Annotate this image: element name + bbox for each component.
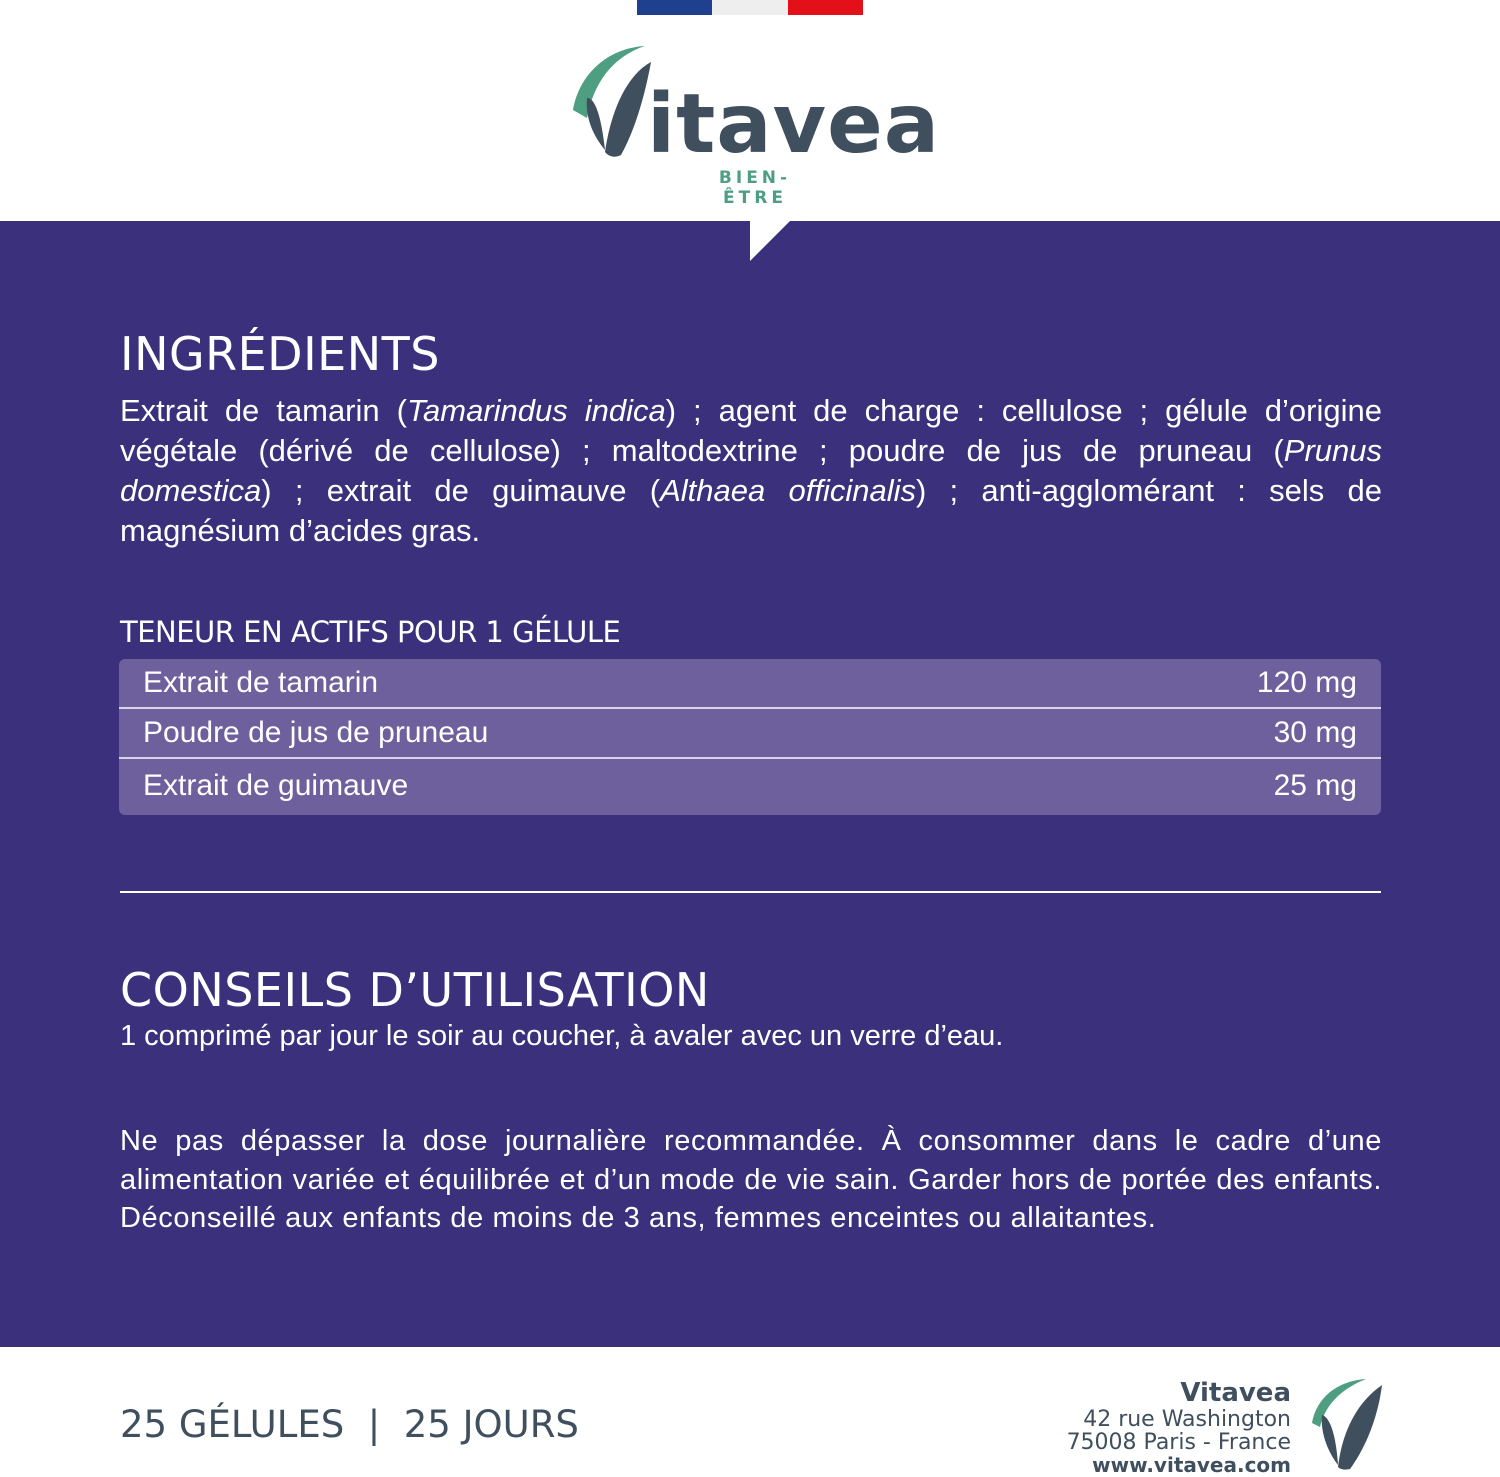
- active-name: Extrait de guimauve: [143, 769, 409, 802]
- latin-name: Tamarindus indica: [406, 393, 666, 428]
- address-line-1: 42 rue Washington: [1083, 1407, 1291, 1432]
- ingredients-title: INGRÉDIENTS: [120, 327, 440, 381]
- warning-text: Ne pas dépasser la dose journalière recommandée. À consommer dans le cadre d’une alimentation variée et équilibrée et d’un mode de vie sain. Garder hors de portée des enfants. Déconseillé aux enfants de moins de 3 ans, femmes enceintes ou allaitantes.: [120, 1125, 1382, 1234]
- ingredient-text-part: ) ; extrait de guimauve (: [261, 473, 661, 508]
- logo-v-right-icon: [605, 62, 651, 157]
- speech-notch: [750, 221, 790, 261]
- usage-text: 1 comprimé par jour le soir au coucher, à avaler avec un verre d’eau.: [120, 1020, 1004, 1052]
- table-row: [119, 659, 1381, 709]
- active-amount: 30 mg: [1273, 716, 1357, 749]
- latin-name: Prunus domestica: [120, 433, 1382, 508]
- mini-logo-v-right-icon: [1338, 1385, 1382, 1470]
- active-name: Extrait de tamarin: [143, 666, 379, 699]
- package-count: 25 GÉLULES | 25 JOURS: [120, 1403, 579, 1446]
- active-name: Poudre de jus de pruneau: [143, 716, 489, 749]
- usage-title: CONSEILS D’UTILISATION: [120, 963, 710, 1017]
- website-link[interactable]: www.vitavea.com: [1092, 1453, 1291, 1477]
- ingredients-text: [120, 391, 1382, 551]
- active-amount: 25 mg: [1273, 769, 1357, 802]
- flag-blue-stripe: [637, 0, 712, 15]
- section-divider: [120, 891, 1381, 893]
- actives-title: TENEUR EN ACTIFS POUR 1 GÉLULE: [120, 615, 621, 649]
- ingredient-text-part: ) ; agent de charge : cellulose ; gélule d’origine végétale (dérivé de cellulose) ; maltodextrine ; poudre de jus de pruneau (: [120, 393, 1382, 468]
- company-name: Vitavea: [1180, 1378, 1291, 1408]
- table-row: [119, 709, 1381, 759]
- logo-wordmark: itavea: [647, 77, 941, 172]
- flag-red-stripe: [788, 0, 863, 15]
- mini-logo-v-left-icon: [1322, 1415, 1338, 1465]
- active-amount: 120 mg: [1256, 666, 1357, 699]
- address-line-2: 75008 Paris - France: [1066, 1430, 1291, 1455]
- ingredient-text-part: ) ; anti-agglomérant : sels de magnésium d’acides gras.: [120, 473, 1383, 548]
- logo-v-left-icon: [587, 98, 605, 150]
- actives-table: [119, 659, 1381, 815]
- table-row: [119, 759, 1381, 813]
- company-address: [1067, 1378, 1291, 1477]
- ingredient-text-part: Extrait de tamarin (: [120, 393, 407, 428]
- vitavea-mini-logo-icon: [1308, 1375, 1388, 1470]
- flag-white-stripe: [712, 0, 787, 15]
- latin-name: Althaea officinalis: [660, 473, 916, 508]
- french-flag-icon: [637, 0, 863, 15]
- brand-tagline: BIEN-ÊTRE: [718, 168, 792, 208]
